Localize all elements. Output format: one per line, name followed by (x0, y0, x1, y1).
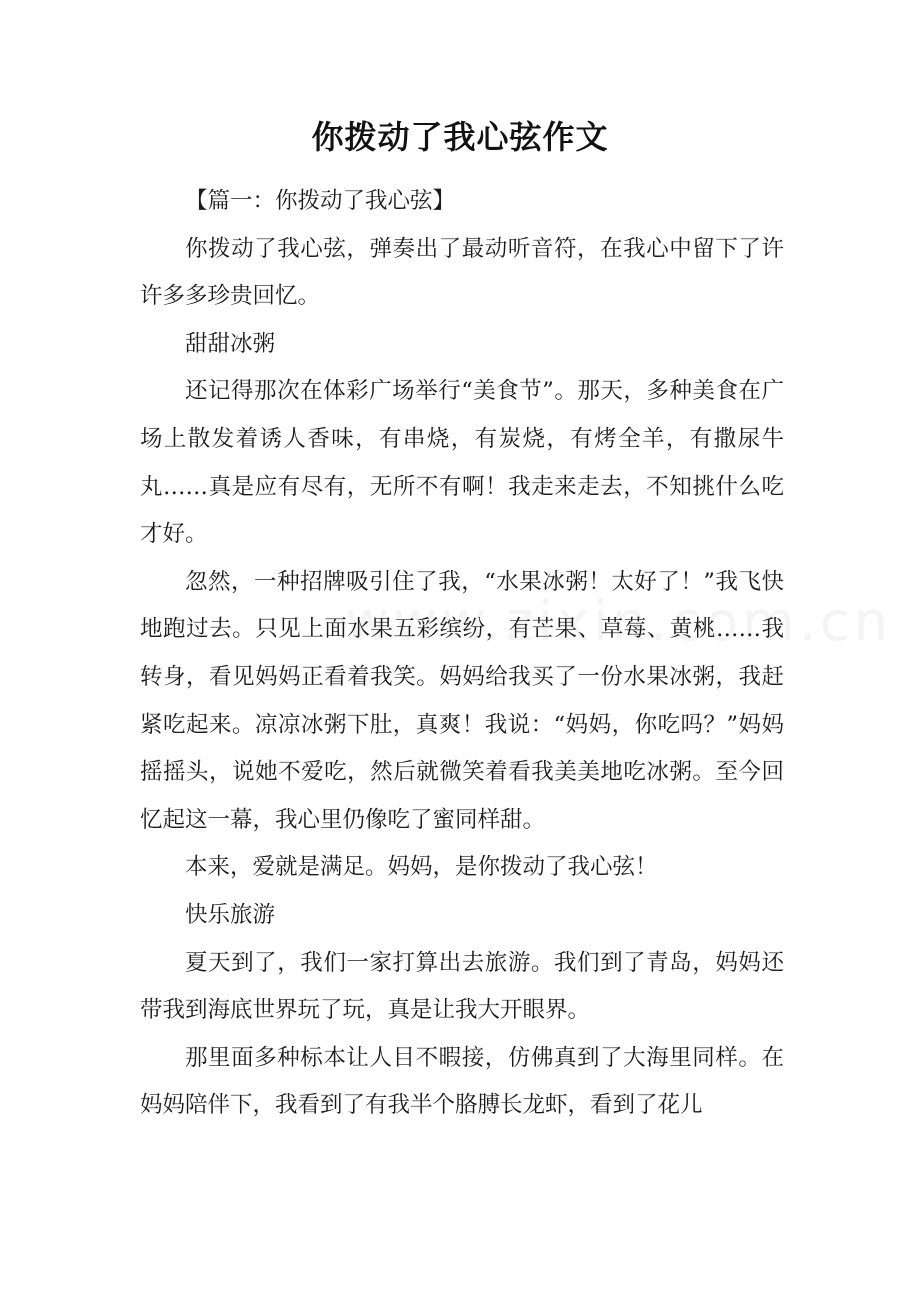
paragraph: 本来，爱就是满足。妈妈，是你拨动了我心弦！ (185, 854, 658, 881)
document-body (140, 178, 784, 1130)
section-heading: 【篇一：你拨动了我心弦】 (185, 188, 456, 214)
paragraph: 还记得那次在体彩广场举行“美食节”。那天，多种美食在广场上散发着诱人香味，有串烧，有炭烧，有烤全羊，有撒尿牛丸……真是应有尽有，无所不有啊！我走来走去，不知挑什么吃才好。 (140, 378, 784, 548)
paragraph: 夏天到了，我们一家打算出去旅游。我们到了青岛，妈妈还带我到海底世界玩了玩，真是让我大开眼界。 (140, 949, 784, 1024)
paragraph: 忽然，一种招牌吸引住了我，“水果冰粥！太好了！”我飞快地跑过去。只见上面水果五彩缤纷，有芒果、草莓、黄桃……我转身，看见妈妈正看着我笑。妈妈给我买了一份水果冰粥，我赶紧吃起来。凉凉冰粥下肚，真爽！我说：“妈妈，你吃吗？”妈妈摇摇头，说她不爱吃，然后就微笑着看我美美地吃冰粥。至今回忆起这一幕，我心里仍像吃了蜜同样甜。 (140, 568, 784, 833)
paragraph: 那里面多种标本让人目不暇接，仿佛真到了大海里同样。在妈妈陪伴下，我看到了有我半个胳膊长龙虾，看到了花儿 (140, 1044, 784, 1119)
subsection-heading: 甜甜冰粥 (185, 330, 276, 357)
paragraph: 你拨动了我心弦，弹奏出了最动听音符，在我心中留下了许许多多珍贵回忆。 (140, 235, 784, 310)
subsection-heading: 快乐旅游 (185, 901, 276, 928)
document-title: 你拨动了我心弦作文 (311, 118, 609, 156)
